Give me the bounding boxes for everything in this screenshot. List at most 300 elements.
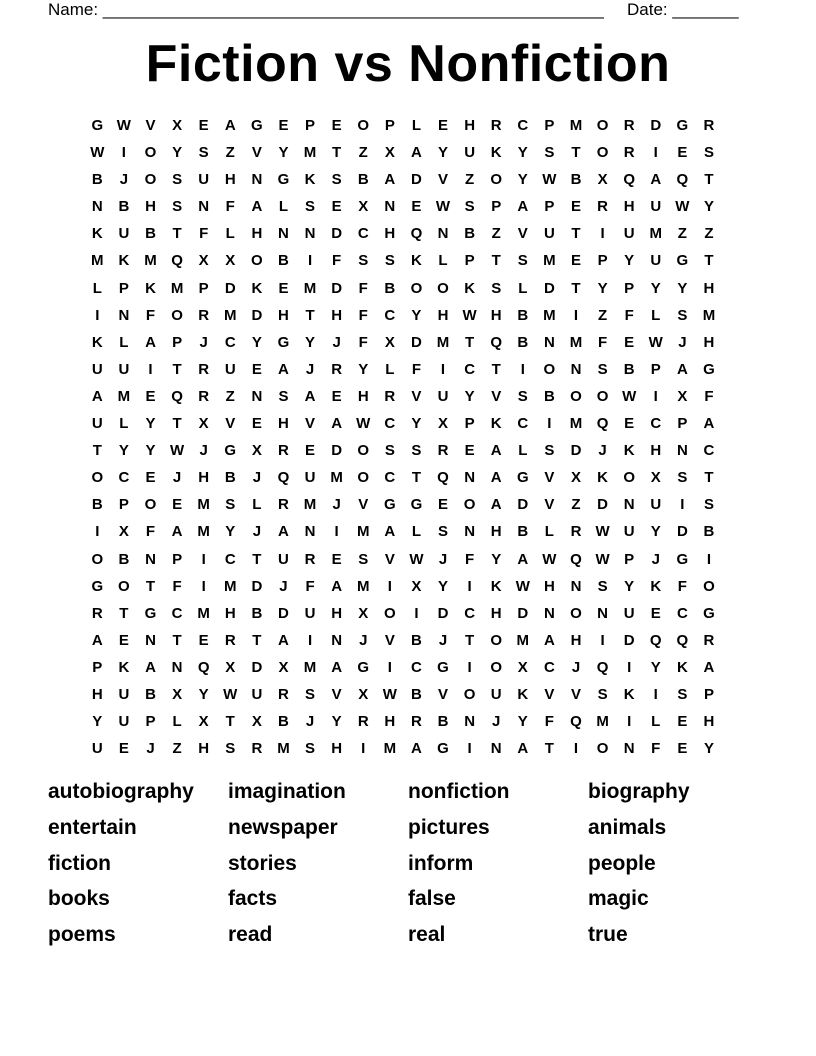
grid-cell: Y <box>225 523 236 541</box>
grid-cell: X <box>650 469 661 487</box>
word-list-item: imagination <box>228 780 346 803</box>
grid-cell: R <box>703 117 715 134</box>
grid-cell: X <box>411 577 422 595</box>
grid-cell: S <box>597 685 608 703</box>
grid-cell: C <box>384 306 396 324</box>
grid-cell: I <box>680 496 685 514</box>
grid-cell: S <box>198 144 209 162</box>
grid-cell: F <box>677 577 687 595</box>
grid-cell: B <box>278 713 289 731</box>
grid-cell: U <box>278 550 289 568</box>
grid-cell: A <box>251 198 263 216</box>
grid-cell: M <box>702 306 716 324</box>
grid-cell: A <box>650 171 662 189</box>
grid-cell: W <box>648 333 663 351</box>
grid-cell: F <box>651 740 661 758</box>
grid-cell: Q <box>596 415 609 433</box>
grid-cell: A <box>703 658 715 676</box>
grid-cell: A <box>331 577 343 595</box>
grid-cell: U <box>198 171 210 189</box>
grid-cell: D <box>251 577 263 595</box>
grid-cell: C <box>411 658 422 676</box>
grid-cell: H <box>224 171 236 189</box>
grid-cell: E <box>118 631 129 649</box>
grid-cell: H <box>623 198 635 216</box>
grid-cell: S <box>491 279 502 297</box>
grid-cell: L <box>119 333 129 351</box>
grid-cell: K <box>145 279 156 297</box>
grid-cell: E <box>251 415 262 433</box>
grid-cell: Q <box>570 713 582 731</box>
grid-cell: S <box>464 198 475 216</box>
grid-cell: V <box>358 496 369 514</box>
grid-cell: E <box>251 360 262 378</box>
grid-cell: O <box>144 171 157 189</box>
grid-cell: X <box>384 144 395 162</box>
grid-cell: H <box>490 306 502 324</box>
grid-cell: O <box>703 577 715 595</box>
grid-cell: Z <box>358 144 368 162</box>
grid-cell: I <box>653 387 658 405</box>
grid-cell: T <box>571 225 581 243</box>
grid-cell: I <box>361 740 366 758</box>
grid-cell: K <box>490 415 502 433</box>
grid-cell: V <box>251 144 262 162</box>
grid-cell: A <box>676 360 688 378</box>
grid-cell: X <box>198 713 209 731</box>
grid-cell: B <box>357 171 369 189</box>
grid-cell: J <box>252 469 262 487</box>
grid-cell: F <box>332 252 342 270</box>
grid-cell: H <box>278 415 289 433</box>
grid-cell: B <box>623 360 635 378</box>
grid-cell: E <box>145 469 156 487</box>
grid-cell: S <box>517 387 528 405</box>
grid-cell: M <box>330 469 343 487</box>
grid-cell: Y <box>331 713 342 731</box>
grid-cell: L <box>651 306 661 324</box>
grid-cell: P <box>198 279 209 297</box>
grid-cell: B <box>517 523 529 541</box>
grid-cell: P <box>703 685 714 703</box>
grid-cell: W <box>542 550 557 568</box>
word-list-item: autobiography <box>48 780 194 803</box>
grid-cell: U <box>118 713 130 731</box>
grid-cell: S <box>517 252 528 270</box>
grid-cell: H <box>145 198 156 216</box>
grid-cell: Z <box>225 144 235 162</box>
grid-cell: P <box>677 415 688 433</box>
grid-cell: Y <box>597 279 608 297</box>
grid-cell: T <box>332 144 342 162</box>
grid-cell: N <box>251 171 263 189</box>
grid-cell: X <box>198 415 209 433</box>
header-line <box>48 0 740 20</box>
grid-cell: Q <box>171 387 183 405</box>
grid-cell: L <box>172 713 182 731</box>
grid-cell: A <box>490 496 502 514</box>
grid-cell: X <box>172 685 183 703</box>
grid-cell: O <box>490 631 503 649</box>
grid-cell: L <box>225 225 235 243</box>
grid-cell: Q <box>676 631 689 649</box>
grid-cell: P <box>597 252 608 270</box>
grid-cell: R <box>411 713 422 731</box>
grid-cell: O <box>490 171 503 189</box>
grid-cell: Y <box>491 550 502 568</box>
grid-cell: Q <box>277 469 290 487</box>
grid-cell: O <box>357 117 370 134</box>
grid-cell: E <box>305 442 316 460</box>
grid-cell: H <box>437 306 449 324</box>
grid-cell: N <box>198 198 210 216</box>
grid-cell: A <box>331 415 343 433</box>
grid-cell: K <box>676 658 688 676</box>
grid-cell: M <box>303 279 317 297</box>
grid-cell: M <box>569 117 583 134</box>
word-list-item: newspaper <box>228 815 338 839</box>
grid-cell: N <box>464 523 476 541</box>
grid-cell: K <box>490 577 502 595</box>
grid-cell: S <box>384 252 395 270</box>
grid-cell: M <box>277 740 290 758</box>
grid-cell: Y <box>198 685 209 703</box>
word-list-item: inform <box>408 851 474 875</box>
grid-cell: T <box>411 469 421 487</box>
grid-cell: G <box>676 550 689 568</box>
word-list-item: nonfiction <box>408 780 510 803</box>
grid-cell: U <box>118 360 130 378</box>
grid-cell: Y <box>305 333 316 351</box>
grid-cell: A <box>278 631 289 649</box>
grid-cell: O <box>357 469 370 487</box>
grid-cell: N <box>543 333 555 351</box>
grid-cell: R <box>331 360 343 378</box>
grid-cell: V <box>438 171 449 189</box>
grid-cell: L <box>518 279 528 297</box>
grid-cell: I <box>467 658 472 676</box>
grid-cell: F <box>199 225 209 243</box>
word-list-item: animals <box>588 815 667 839</box>
grid-cell: I <box>706 550 712 568</box>
grid-cell: R <box>623 144 635 162</box>
grid-cell: Z <box>571 496 581 514</box>
grid-cell: S <box>411 442 422 460</box>
grid-cell: N <box>171 658 183 676</box>
grid-cell: W <box>462 306 477 324</box>
grid-cell: K <box>464 279 476 297</box>
grid-cell: B <box>145 225 156 243</box>
grid-cell: M <box>303 658 317 676</box>
grid-cell: T <box>704 252 714 270</box>
grid-cell: C <box>118 469 130 487</box>
grid-cell: N <box>145 550 156 568</box>
grid-cell: O <box>410 279 423 297</box>
grid-cell: I <box>148 360 153 378</box>
grid-cell: N <box>145 631 156 649</box>
grid-cell: Y <box>677 279 688 297</box>
grid-cell: Z <box>491 225 501 243</box>
grid-cell: R <box>278 442 289 460</box>
grid-cell: L <box>411 117 421 134</box>
grid-cell: L <box>92 279 102 297</box>
grid-cell: Y <box>278 144 289 162</box>
grid-cell: J <box>119 171 129 189</box>
grid-cell: M <box>543 306 556 324</box>
grid-cell: M <box>356 577 370 595</box>
grid-cell: H <box>331 740 343 758</box>
grid-cell: W <box>595 523 610 541</box>
grid-cell: T <box>252 631 262 649</box>
grid-cell: D <box>224 279 236 297</box>
grid-cell: N <box>597 604 608 622</box>
grid-cell: T <box>252 550 262 568</box>
grid-cell: R <box>384 387 396 405</box>
grid-cell: E <box>331 387 342 405</box>
grid-cell: O <box>570 387 582 405</box>
grid-cell: A <box>411 144 422 162</box>
grid-cell: R <box>437 442 449 460</box>
grid-cell: G <box>357 658 370 676</box>
grid-cell: F <box>145 306 156 324</box>
grid-cell: U <box>623 604 635 622</box>
grid-cell: B <box>384 279 396 297</box>
grid-cell: V <box>491 387 502 405</box>
grid-cell: T <box>571 279 581 297</box>
grid-cell: X <box>198 252 209 270</box>
grid-cell: B <box>703 523 715 541</box>
grid-cell: Y <box>703 740 714 758</box>
grid-cell: F <box>358 279 368 297</box>
grid-cell: I <box>201 550 206 568</box>
grid-cell: C <box>517 117 529 134</box>
grid-cell: E <box>677 713 688 731</box>
grid-cell: P <box>118 279 129 297</box>
grid-cell: W <box>90 144 105 162</box>
grid-cell: T <box>172 415 182 433</box>
grid-cell: N <box>118 306 130 324</box>
grid-cell: N <box>623 496 635 514</box>
grid-cell: A <box>91 631 103 649</box>
grid-cell: H <box>703 279 715 297</box>
grid-cell: T <box>225 713 235 731</box>
grid-cell: W <box>169 442 185 460</box>
grid-cell: G <box>277 333 290 351</box>
grid-cell: S <box>597 577 608 595</box>
grid-cell: Z <box>465 171 475 189</box>
grid-cell: X <box>597 171 608 189</box>
grid-cell: N <box>91 198 103 216</box>
grid-cell: M <box>383 740 397 758</box>
grid-cell: M <box>197 523 210 541</box>
grid-cell: D <box>331 225 343 243</box>
grid-cell: T <box>491 360 501 378</box>
grid-cell: Y <box>624 252 635 270</box>
grid-cell: B <box>91 496 103 514</box>
grid-cell: S <box>677 306 688 324</box>
grid-cell: A <box>224 117 236 134</box>
grid-cell: M <box>569 415 583 433</box>
grid-cell: R <box>703 631 715 649</box>
grid-cell: S <box>703 144 714 162</box>
grid-cell: S <box>225 496 236 514</box>
grid-cell: X <box>677 387 688 405</box>
grid-cell: Q <box>649 631 662 649</box>
grid-cell: C <box>543 658 555 676</box>
grid-cell: Y <box>251 333 262 351</box>
grid-cell: P <box>624 550 635 568</box>
grid-cell: T <box>119 604 129 622</box>
grid-cell: I <box>653 685 658 703</box>
grid-cell: I <box>201 577 206 595</box>
grid-cell: T <box>491 252 501 270</box>
grid-cell: E <box>331 550 342 568</box>
grid-cell: E <box>650 604 661 622</box>
grid-cell: F <box>411 360 421 378</box>
grid-cell: R <box>597 198 608 216</box>
grid-cell: P <box>305 117 316 134</box>
grid-cell: A <box>517 740 529 758</box>
grid-cell: E <box>331 117 342 134</box>
grid-cell: O <box>251 252 263 270</box>
grid-cell: R <box>623 117 635 134</box>
grid-cell: C <box>676 604 688 622</box>
grid-cell: A <box>543 631 555 649</box>
word-list-item: real <box>408 923 446 947</box>
grid-cell: W <box>515 577 530 595</box>
grid-cell: X <box>358 198 369 216</box>
grid-cell: C <box>464 360 476 378</box>
grid-cell: E <box>438 496 449 514</box>
grid-cell: E <box>624 415 635 433</box>
grid-cell: M <box>596 713 609 731</box>
grid-cell: K <box>118 658 130 676</box>
grid-cell: K <box>517 685 529 703</box>
grid-cell: J <box>438 631 448 649</box>
grid-cell: J <box>332 496 341 514</box>
grid-cell: F <box>465 550 475 568</box>
grid-cell: I <box>573 740 579 758</box>
grid-cell: R <box>198 306 210 324</box>
grid-cell: G <box>251 117 263 134</box>
grid-cell: A <box>145 333 156 351</box>
grid-cell: G <box>383 496 396 514</box>
grid-cell: B <box>437 713 449 731</box>
grid-cell: I <box>307 252 313 270</box>
grid-cell: Y <box>145 442 156 460</box>
grid-cell: Z <box>704 225 714 243</box>
grid-cell: Y <box>624 577 635 595</box>
grid-cell: U <box>251 685 263 703</box>
grid-cell: S <box>331 171 342 189</box>
grid-cell: R <box>570 523 582 541</box>
grid-cell: X <box>225 252 236 270</box>
word-list-item: pictures <box>408 815 490 839</box>
word-list-item: true <box>588 923 628 947</box>
grid-cell: U <box>304 469 316 487</box>
grid-cell: G <box>277 171 290 189</box>
grid-cell: P <box>544 198 555 216</box>
word-list-item: people <box>588 851 656 875</box>
grid-cell: E <box>464 442 475 460</box>
grid-cell: R <box>304 550 316 568</box>
grid-cell: V <box>438 685 449 703</box>
grid-cell: W <box>435 198 451 216</box>
grid-cell: N <box>464 713 476 731</box>
grid-cell: I <box>334 523 339 541</box>
grid-cell: C <box>703 442 715 460</box>
grid-cell: H <box>198 740 210 758</box>
grid-cell: I <box>387 577 392 595</box>
grid-cell: O <box>437 279 449 297</box>
grid-cell: E <box>570 252 581 270</box>
grid-cell: Y <box>118 442 129 460</box>
grid-cell: E <box>278 117 289 134</box>
grid-cell: I <box>600 631 605 649</box>
grid-cell: M <box>303 496 317 514</box>
grid-cell: Y <box>411 415 422 433</box>
grid-cell: D <box>517 496 529 514</box>
grid-cell: Q <box>570 550 582 568</box>
grid-cell: D <box>331 442 343 460</box>
grid-cell: U <box>224 360 236 378</box>
grid-cell: I <box>520 360 525 378</box>
grid-cell: U <box>464 144 476 162</box>
grid-cell: A <box>145 658 156 676</box>
grid-cell: S <box>225 740 236 758</box>
grid-cell: O <box>570 604 582 622</box>
grid-cell: E <box>198 117 209 134</box>
grid-cell: F <box>145 523 156 541</box>
grid-cell: A <box>517 550 529 568</box>
grid-cell: R <box>91 604 103 622</box>
grid-cell: Y <box>172 144 183 162</box>
grid-cell: V <box>544 496 555 514</box>
grid-cell: D <box>517 604 529 622</box>
grid-cell: Q <box>490 333 503 351</box>
grid-cell: P <box>172 550 183 568</box>
grid-cell: Y <box>517 171 528 189</box>
grid-cell: Y <box>438 577 449 595</box>
grid-cell: D <box>331 279 343 297</box>
grid-cell: B <box>517 333 529 351</box>
grid-cell: A <box>171 523 183 541</box>
grid-cell: S <box>358 252 369 270</box>
grid-cell: E <box>411 198 422 216</box>
grid-cell: C <box>650 415 662 433</box>
grid-cell: V <box>411 387 422 405</box>
grid-cell: J <box>305 360 315 378</box>
grid-cell: S <box>305 740 316 758</box>
grid-cell: X <box>251 442 262 460</box>
grid-cell: T <box>465 333 475 351</box>
grid-cell: E <box>677 740 688 758</box>
grid-cell: M <box>303 144 317 162</box>
grid-cell: J <box>332 333 341 351</box>
grid-cell: R <box>278 685 289 703</box>
grid-cell: B <box>251 604 263 622</box>
grid-cell: R <box>198 387 210 405</box>
grid-cell: X <box>118 523 129 541</box>
word-list-item: entertain <box>48 815 137 839</box>
grid-cell: A <box>384 171 396 189</box>
grid-cell: Q <box>197 658 210 676</box>
grid-cell: T <box>92 442 102 460</box>
grid-cell: L <box>518 442 528 460</box>
grid-cell: N <box>278 225 289 243</box>
grid-cell: R <box>490 117 502 134</box>
grid-cell: K <box>597 469 608 487</box>
